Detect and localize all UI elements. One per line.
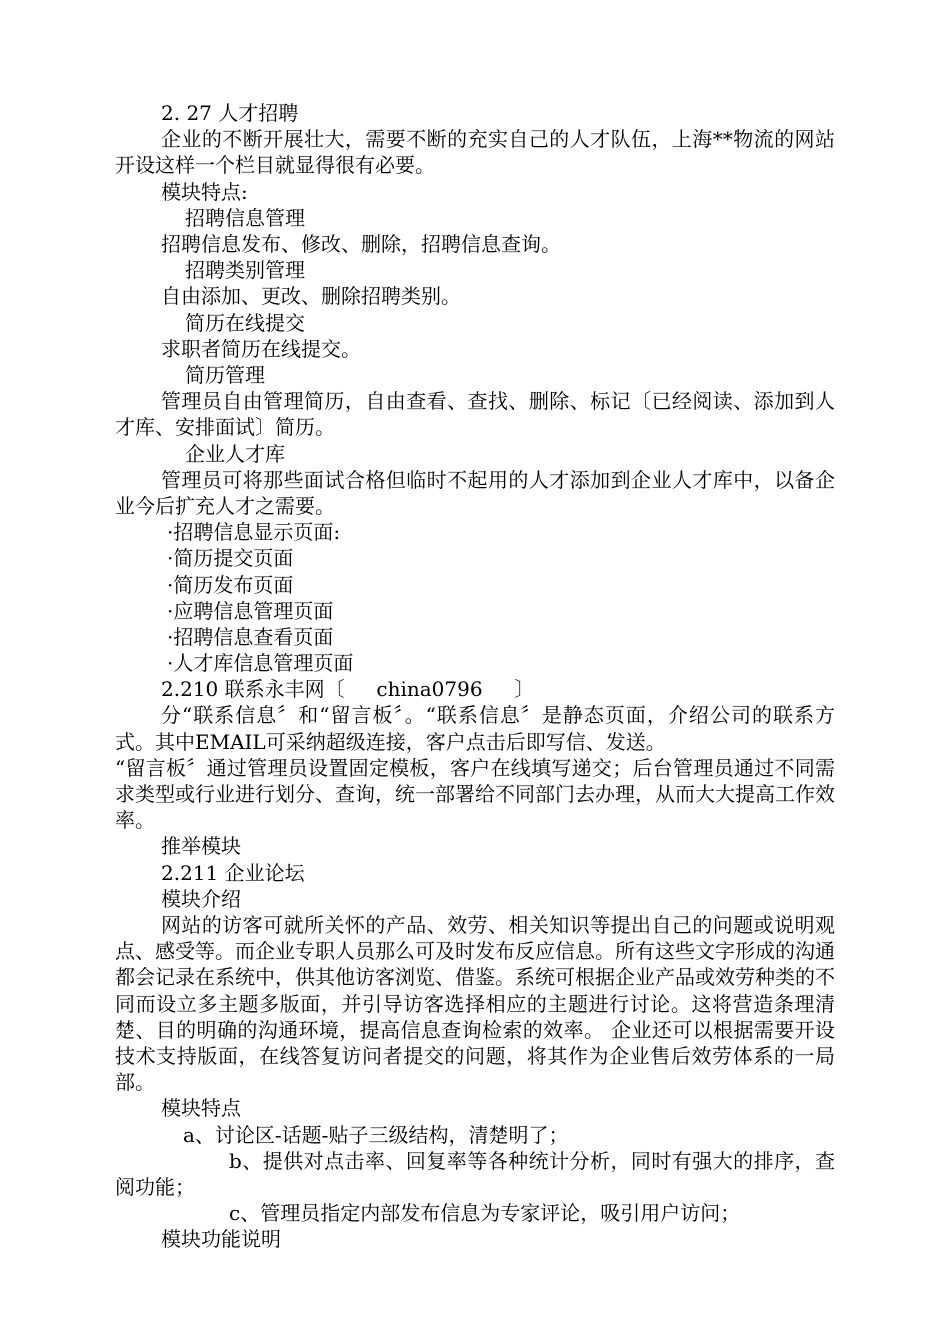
feature-desc-resume-submit: 求职者简历在线提交。: [161, 336, 361, 361]
feature-title-recruit-category: 招聘类别管理: [185, 258, 305, 283]
section-heading-2-210: 2.210 联系永丰网〔 china0796 〕: [161, 677, 535, 702]
paragraph-contact: 分“联系信息〞和“留言板〞。“联系信息〞是静态页面，介绍公司的联系方式。其中EMAIL可采纳超级连接，客户点击后即写信、发送。: [115, 703, 835, 754]
list-item: ·简历提交页面: [167, 546, 294, 571]
list-item: ·人才库信息管理页面: [167, 651, 354, 676]
features-label-forum: 模块特点: [161, 1096, 241, 1121]
intro-label: 模块介绍: [161, 886, 241, 911]
feature-item-c: c、管理员指定内部发布信息为专家评论，吸引用户访问；: [229, 1201, 741, 1226]
feature-desc-resume-manage: 管理员自由管理简历，自由查看、查找、删除、标记〔已经阅读、添加到人才库、安排面试〕简历。: [115, 389, 835, 440]
list-item: ·应聘信息管理页面: [167, 598, 334, 623]
paragraph-intro: 企业的不断开展壮大，需要不断的充实自己的人才队伍，上海**物流的网站开设这样一个栏目就显得很有必要。: [115, 127, 835, 178]
list-item: ·招聘信息显示页面:: [167, 520, 341, 545]
feature-desc-recruit-category: 自由添加、更改、删除招聘类别。: [161, 284, 461, 309]
feature-title-recruit-info: 招聘信息管理: [185, 205, 305, 230]
function-label: 模块功能说明: [161, 1227, 281, 1252]
feature-item-b: b、提供对点击率、回复率等各种统计分析，同时有强大的排序，查阅功能；: [115, 1148, 835, 1200]
recommend-label: 推举模块: [161, 834, 241, 859]
feature-item-a: a、讨论区-话题-贴子三级结构，清楚明了；: [183, 1122, 569, 1147]
paragraph-forum-intro: 网站的访客可就所关怀的产品、效劳、相关知识等提出自己的问题或说明观点、感受等。而企业专职人员那么可及时发布反应信息。所有这些文字形成的沟通都会记录在系统中，供其他访客浏览、借鉴。系统可根据企业产品或效劳种类的不同而设立多主题多版面，并引导访客选择相应的主题进行讨论。这将营造条理清楚、目的明确的沟通环境，提高信息查询检索的效率。 企业还可以根据需要开设技术支持版面，在线答复访问者提交的问题，将其作为企业售后效劳体系的一局部。: [115, 913, 835, 1095]
document-page: [115, 100, 835, 1253]
feature-title-talent-pool: 企业人才库: [185, 441, 285, 466]
features-label: 模块特点:: [161, 179, 248, 204]
list-item: ·简历发布页面: [167, 572, 294, 597]
feature-title-resume-manage: 简历管理: [185, 362, 265, 387]
feature-desc-recruit-info: 招聘信息发布、修改、删除，招聘信息查询。: [161, 231, 561, 256]
paragraph-guestbook: “留言板〞通过管理员设置固定模板，客户在线填写递交；后台管理员通过不同需求类型或行业进行划分、查询，统一部署给不同部门去办理，从而大大提高工作效率。: [115, 755, 835, 833]
feature-desc-talent-pool: 管理员可将那些面试合格但临时不起用的人才添加到企业人才库中，以备企业今后扩充人才之需要。: [115, 467, 835, 518]
section-heading-2-211: 2.211 企业论坛: [161, 860, 305, 885]
feature-title-resume-submit: 简历在线提交: [185, 310, 305, 335]
section-heading-2-27: 2. 27 人才招聘: [161, 101, 299, 125]
list-item: ·招聘信息查看页面: [167, 624, 334, 649]
